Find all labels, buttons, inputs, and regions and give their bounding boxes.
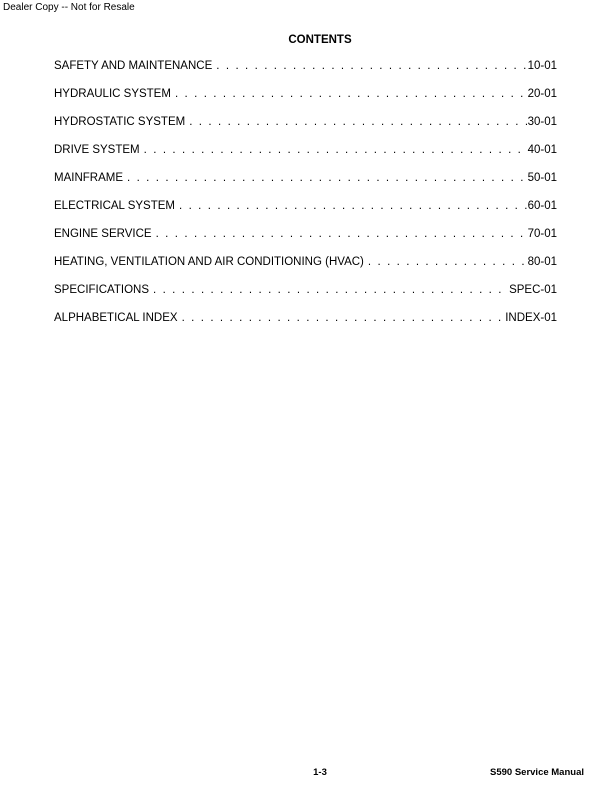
toc-entry-hvac[interactable]: [54, 255, 557, 283]
toc-entry-page: INDEX-01: [505, 312, 557, 324]
toc-entry-mainframe[interactable]: [54, 171, 557, 199]
toc-entry-label: ELECTRICAL SYSTEM: [54, 200, 175, 212]
toc-entry-page: 10-01: [527, 60, 557, 72]
dot-leader: [182, 311, 505, 325]
toc-entry-alphabetical-index[interactable]: [54, 311, 557, 339]
toc-entry-specifications[interactable]: [54, 283, 557, 311]
page-title: CONTENTS: [288, 34, 352, 46]
toc-entry-page: 60-01: [527, 200, 557, 212]
toc-entry-label: ALPHABETICAL INDEX: [54, 312, 178, 324]
toc-entry-safety-and-maintenance[interactable]: [54, 59, 557, 87]
toc-entry-page: 40-01: [527, 144, 557, 156]
dot-leader: [144, 143, 527, 157]
toc-entry-hydraulic-system[interactable]: [54, 87, 557, 115]
toc-entry-label: SAFETY AND MAINTENANCE: [54, 60, 213, 72]
toc-entry-page: SPEC-01: [509, 284, 557, 296]
toc-entry-page: 30-01: [527, 116, 557, 128]
toc-entry-label: DRIVE SYSTEM: [54, 144, 140, 156]
toc-entry-page: 70-01: [527, 228, 557, 240]
toc-entry-engine-service[interactable]: [54, 227, 557, 255]
toc-entry-label: ENGINE SERVICE: [54, 228, 152, 240]
dot-leader: [153, 283, 508, 297]
toc-entry-electrical-system[interactable]: [54, 199, 557, 227]
dot-leader: [179, 199, 527, 213]
footer-page-number: 1-3: [313, 767, 327, 778]
dot-leader: [368, 255, 527, 269]
toc-entry-label: HYDRAULIC SYSTEM: [54, 88, 171, 100]
toc-entry-page: 20-01: [527, 88, 557, 100]
dot-leader: [175, 87, 527, 101]
toc-entry-drive-system[interactable]: [54, 143, 557, 171]
dot-leader: [216, 59, 526, 73]
toc-entry-label: HYDROSTATIC SYSTEM: [54, 116, 186, 128]
toc-entry-hydrostatic-system[interactable]: [54, 115, 557, 143]
dot-leader: [156, 227, 527, 241]
table-of-contents: [54, 59, 557, 339]
dot-leader: [127, 171, 527, 185]
toc-entry-page: 80-01: [527, 256, 557, 268]
toc-entry-label: MAINFRAME: [54, 172, 123, 184]
toc-entry-page: 50-01: [527, 172, 557, 184]
dot-leader: [189, 115, 526, 129]
dealer-copy-watermark: Dealer Copy -- Not for Resale: [3, 2, 135, 13]
footer-manual-title: S590 Service Manual: [490, 767, 584, 778]
toc-entry-label: HEATING, VENTILATION AND AIR CONDITIONING (HVAC): [54, 256, 364, 268]
toc-entry-label: SPECIFICATIONS: [54, 284, 149, 296]
